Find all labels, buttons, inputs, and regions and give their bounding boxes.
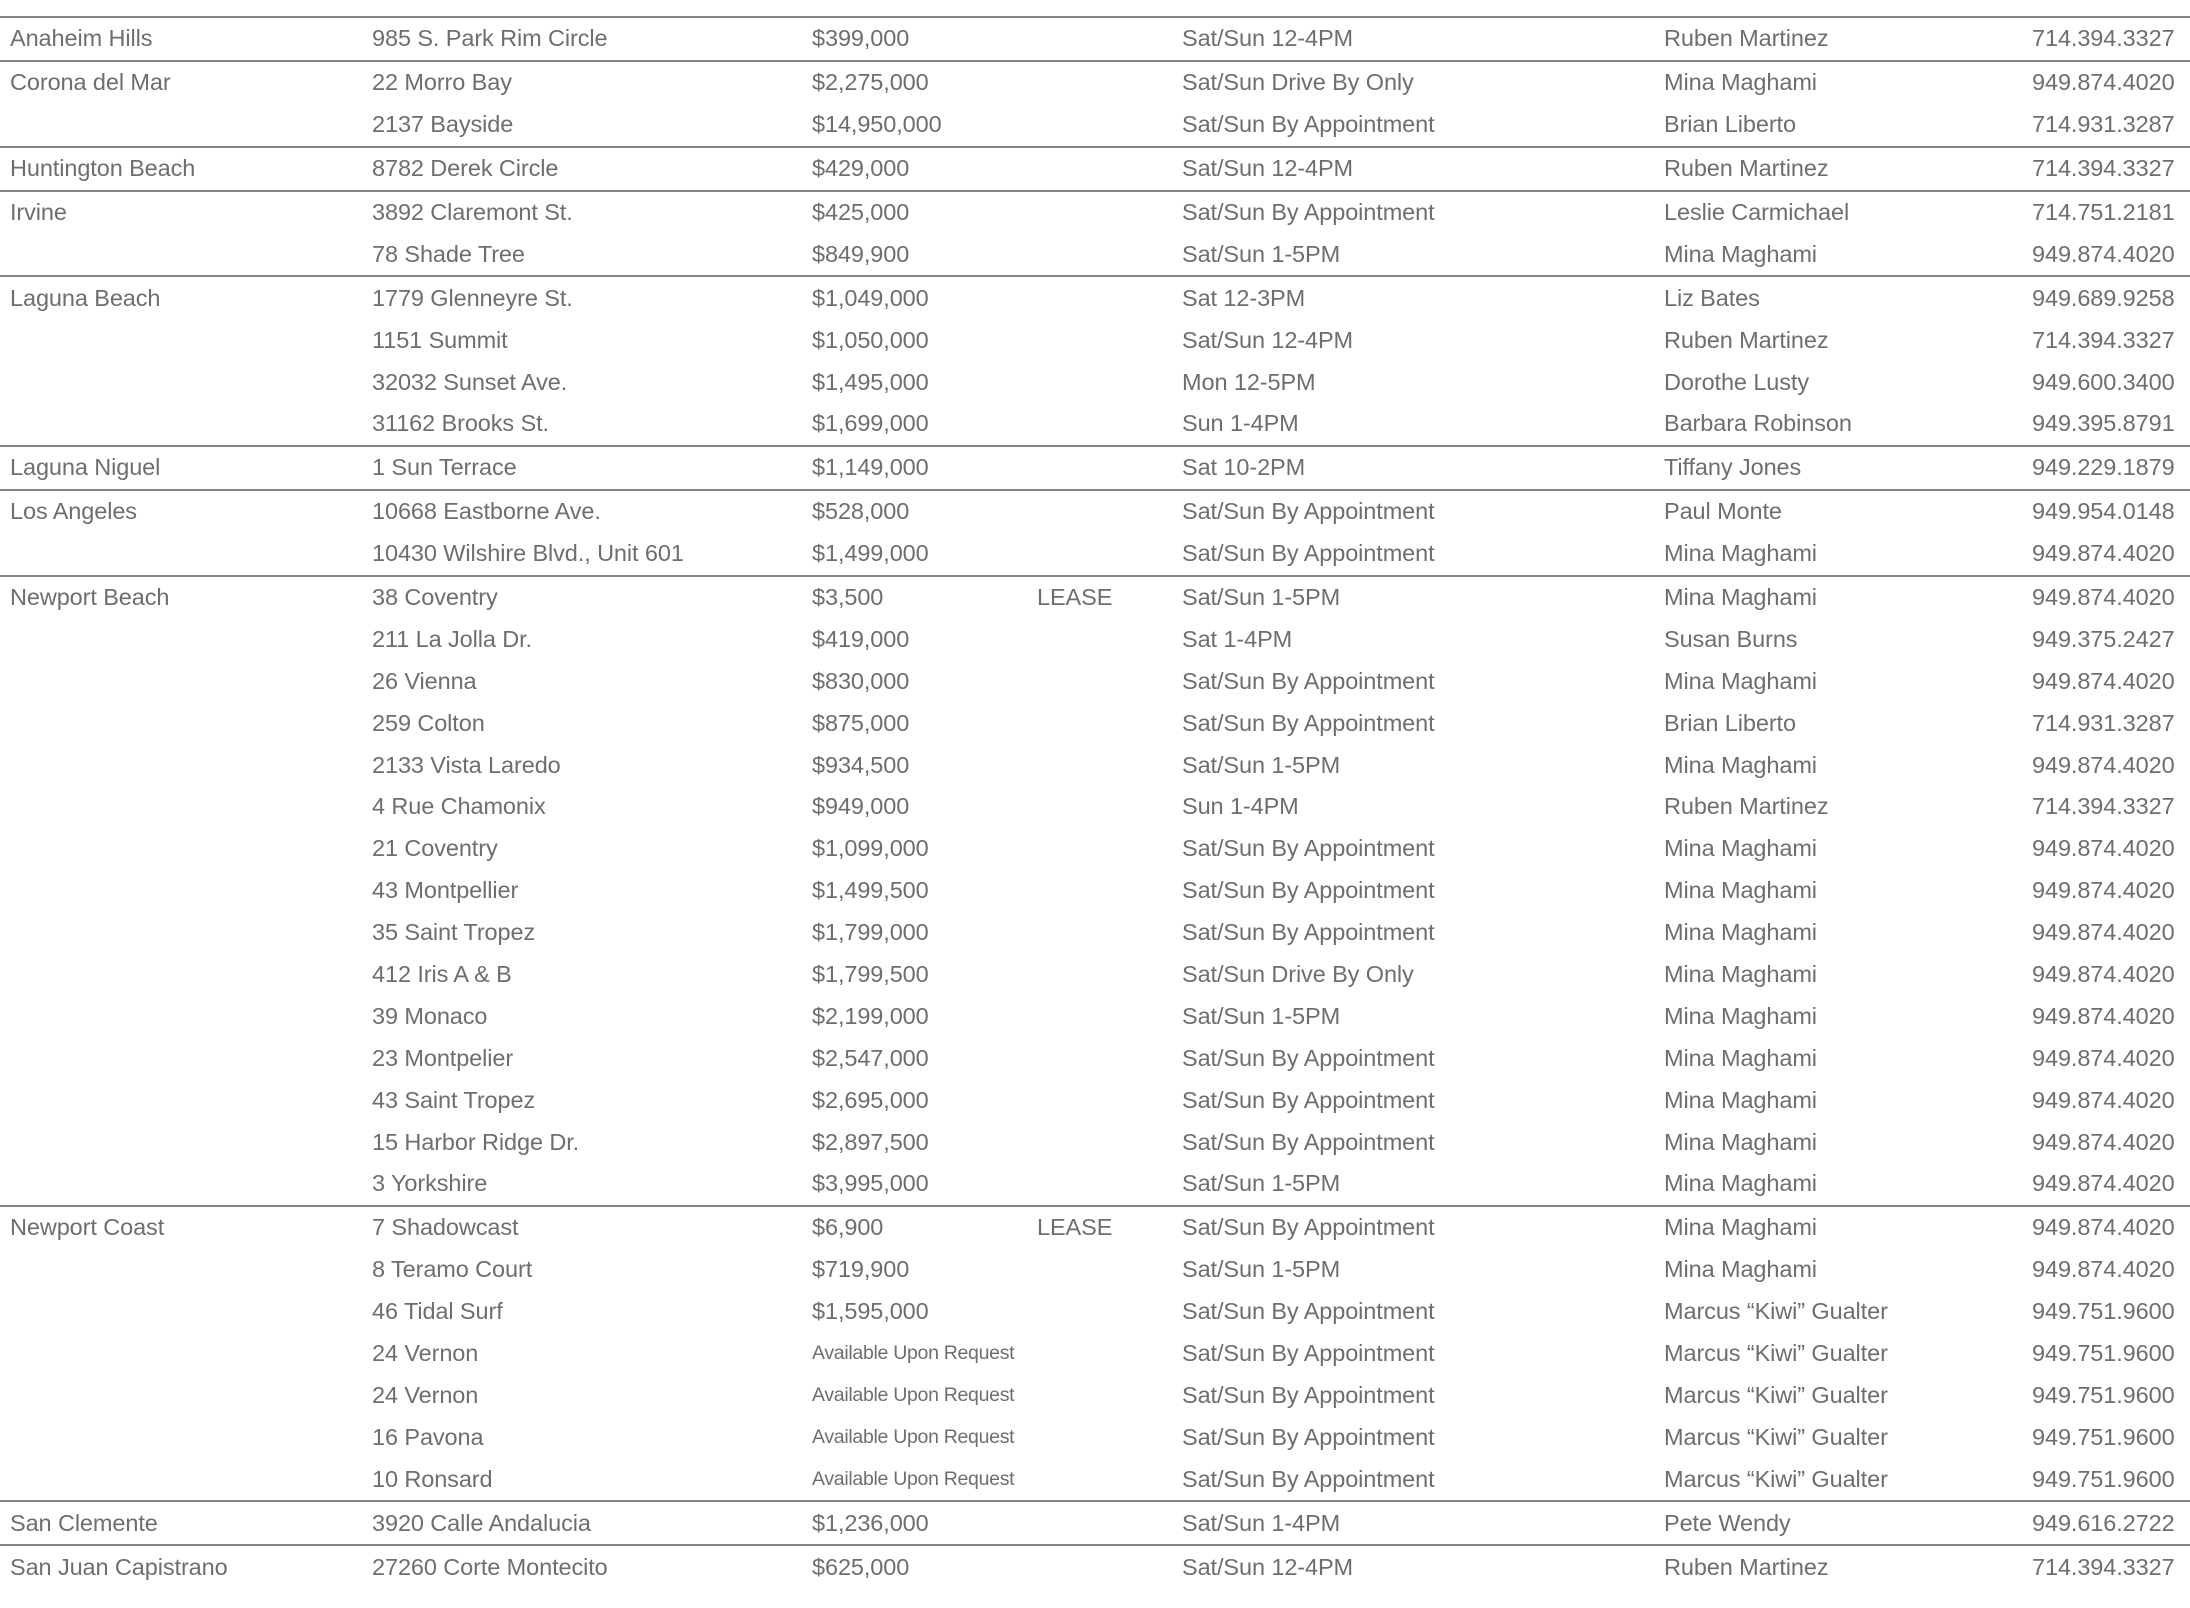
- agent-cell: Brian Liberto: [1664, 111, 1796, 138]
- listing-row: [0, 1416, 2190, 1458]
- agent-cell: Mina Maghami: [1664, 751, 1817, 778]
- city-cell: Los Angeles: [10, 498, 137, 525]
- address-cell: 15 Harbor Ridge Dr.: [372, 1128, 580, 1155]
- price-cell: $1,099,000: [812, 835, 929, 862]
- phone-cell: 949.874.4020: [2032, 1256, 2175, 1283]
- listing-row: [0, 1458, 2190, 1500]
- open-house-cell: Sat/Sun 1-5PM: [1182, 1002, 1341, 1029]
- open-house-cell: Mon 12-5PM: [1182, 368, 1316, 395]
- agent-cell: Mina Maghami: [1664, 1086, 1817, 1113]
- city-group: [0, 62, 2190, 148]
- price-cell: Available Upon Request: [812, 1383, 1015, 1406]
- price-cell: Available Upon Request: [812, 1425, 1015, 1448]
- price-cell: $6,900: [812, 1214, 884, 1241]
- address-cell: 35 Saint Tropez: [372, 919, 536, 946]
- phone-cell: 949.874.4020: [2032, 240, 2175, 267]
- price-cell: $1,149,000: [812, 454, 929, 481]
- phone-cell: 949.874.4020: [2032, 877, 2175, 904]
- price-cell: $1,236,000: [812, 1509, 929, 1536]
- listing-row: [0, 491, 2190, 533]
- open-house-cell: Sat/Sun By Appointment: [1182, 1423, 1435, 1450]
- price-cell: Available Upon Request: [812, 1467, 1015, 1490]
- listing-row: [0, 192, 2190, 234]
- open-house-cell: Sat/Sun 12-4PM: [1182, 155, 1354, 182]
- address-cell: 7 Shadowcast: [372, 1214, 519, 1241]
- open-house-cell: Sat 1-4PM: [1182, 625, 1293, 652]
- agent-cell: Mina Maghami: [1664, 584, 1817, 611]
- price-cell: $3,500: [812, 584, 884, 611]
- lease-cell: LEASE: [1037, 584, 1113, 611]
- open-house-cell: Sat/Sun By Appointment: [1182, 1340, 1435, 1367]
- open-house-cell: Sat/Sun 12-4PM: [1182, 326, 1354, 353]
- agent-cell: Tiffany Jones: [1664, 454, 1802, 481]
- listing-row: [0, 1207, 2190, 1249]
- address-cell: 985 S. Park Rim Circle: [372, 25, 608, 52]
- phone-cell: 949.751.9600: [2032, 1465, 2175, 1492]
- open-house-cell: Sat/Sun 12-4PM: [1182, 25, 1354, 52]
- agent-cell: Mina Maghami: [1664, 877, 1817, 904]
- address-cell: 3 Yorkshire: [372, 1170, 488, 1197]
- agent-cell: Marcus “Kiwi” Gualter: [1664, 1465, 1888, 1492]
- listing-row: [0, 361, 2190, 403]
- price-cell: $830,000: [812, 667, 910, 694]
- phone-cell: 714.394.3327: [2032, 155, 2175, 182]
- phone-cell: 949.874.4020: [2032, 961, 2175, 988]
- phone-cell: 714.751.2181: [2032, 199, 2175, 225]
- address-cell: 32032 Sunset Ave.: [372, 368, 568, 395]
- agent-cell: Marcus “Kiwi” Gualter: [1664, 1423, 1888, 1450]
- address-cell: 211 La Jolla Dr.: [372, 625, 532, 652]
- agent-cell: Brian Liberto: [1664, 709, 1796, 736]
- agent-cell: Paul Monte: [1664, 498, 1782, 525]
- price-cell: $528,000: [812, 498, 910, 525]
- listing-row: [0, 403, 2190, 445]
- open-house-cell: Sat/Sun 1-5PM: [1182, 751, 1341, 778]
- address-cell: 4 Rue Chamonix: [372, 793, 546, 820]
- price-cell: $1,499,000: [812, 540, 929, 567]
- open-house-cell: Sat/Sun By Appointment: [1182, 1044, 1435, 1071]
- listing-row: [0, 1037, 2190, 1079]
- address-cell: 259 Colton: [372, 709, 485, 736]
- address-cell: 43 Montpellier: [372, 877, 519, 904]
- price-cell: $1,049,000: [812, 284, 929, 311]
- open-house-cell: Sat/Sun By Appointment: [1182, 540, 1435, 567]
- listing-row: [0, 447, 2190, 489]
- phone-cell: 949.689.9258: [2032, 284, 2175, 311]
- city-group: [0, 447, 2190, 491]
- listing-row: [0, 319, 2190, 361]
- open-house-cell: Sat 10-2PM: [1182, 454, 1306, 481]
- phone-cell: 949.600.3400: [2032, 368, 2175, 395]
- agent-cell: Mina Maghami: [1664, 1044, 1817, 1071]
- city-cell: San Juan Capistrano: [10, 1553, 228, 1580]
- phone-cell: 714.931.3287: [2032, 709, 2175, 736]
- city-cell: San Clemente: [10, 1509, 158, 1536]
- phone-cell: 949.874.4020: [2032, 1128, 2175, 1155]
- address-cell: 2137 Bayside: [372, 111, 514, 138]
- price-cell: $1,499,500: [812, 877, 929, 904]
- listing-row: [0, 870, 2190, 912]
- open-house-cell: Sat/Sun By Appointment: [1182, 835, 1435, 862]
- address-cell: 23 Montpelier: [372, 1044, 514, 1071]
- phone-cell: 714.394.3327: [2032, 1553, 2175, 1580]
- agent-cell: Susan Burns: [1664, 625, 1798, 652]
- listing-row: [0, 1163, 2190, 1205]
- address-cell: 8 Teramo Court: [372, 1256, 533, 1283]
- open-house-cell: Sat/Sun By Appointment: [1182, 1465, 1435, 1492]
- open-house-cell: Sat/Sun 1-4PM: [1182, 1509, 1341, 1536]
- address-cell: 21 Coventry: [372, 835, 498, 862]
- price-cell: $849,900: [812, 240, 910, 267]
- phone-cell: 949.874.4020: [2032, 1086, 2175, 1113]
- phone-cell: 949.874.4020: [2032, 1044, 2175, 1071]
- open-house-cell: Sat/Sun 1-5PM: [1182, 240, 1341, 267]
- open-house-cell: Sat/Sun By Appointment: [1182, 709, 1435, 736]
- listing-row: [0, 702, 2190, 744]
- agent-cell: Liz Bates: [1664, 284, 1760, 311]
- listing-row: [0, 995, 2190, 1037]
- phone-cell: 949.874.4020: [2032, 540, 2175, 567]
- address-cell: 412 Iris A & B: [372, 961, 512, 988]
- open-house-cell: Sun 1-4PM: [1182, 410, 1299, 437]
- city-cell: Anaheim Hills: [10, 25, 153, 52]
- city-group: [0, 491, 2190, 577]
- listing-row: [0, 1121, 2190, 1163]
- agent-cell: Leslie Carmichael: [1664, 199, 1850, 225]
- phone-cell: 714.394.3327: [2032, 793, 2175, 820]
- agent-cell: Mina Maghami: [1664, 961, 1817, 988]
- city-group: [0, 1502, 2190, 1546]
- phone-cell: 949.751.9600: [2032, 1423, 2175, 1450]
- listing-row: [0, 1079, 2190, 1121]
- address-cell: 10430 Wilshire Blvd., Unit 601: [372, 540, 684, 567]
- price-cell: Available Upon Request: [812, 1342, 1015, 1365]
- city-group: [0, 192, 2190, 278]
- price-cell: $625,000: [812, 1553, 910, 1580]
- price-cell: $2,547,000: [812, 1044, 929, 1071]
- listing-row: [0, 828, 2190, 870]
- agent-cell: Ruben Martinez: [1664, 25, 1829, 52]
- address-cell: 27260 Corte Montecito: [372, 1553, 608, 1580]
- address-cell: 24 Vernon: [372, 1381, 479, 1408]
- city-cell: Huntington Beach: [10, 155, 196, 182]
- open-house-listings-table: [0, 16, 2190, 1588]
- listing-row: [0, 18, 2190, 60]
- phone-cell: 714.931.3287: [2032, 111, 2175, 138]
- price-cell: $2,275,000: [812, 69, 929, 96]
- listing-row: [0, 104, 2190, 146]
- price-cell: $1,699,000: [812, 410, 929, 437]
- agent-cell: Mina Maghami: [1664, 1002, 1817, 1029]
- open-house-cell: Sat/Sun 12-4PM: [1182, 1553, 1354, 1580]
- phone-cell: 949.229.1879: [2032, 454, 2175, 481]
- listing-row: [0, 618, 2190, 660]
- price-cell: $949,000: [812, 793, 910, 820]
- listing-row: [0, 62, 2190, 104]
- agent-cell: Ruben Martinez: [1664, 1553, 1829, 1580]
- listing-row: [0, 277, 2190, 319]
- price-cell: $399,000: [812, 25, 910, 52]
- city-cell: Newport Coast: [10, 1214, 165, 1241]
- agent-cell: Ruben Martinez: [1664, 155, 1829, 182]
- price-cell: $1,799,000: [812, 919, 929, 946]
- phone-cell: 949.375.2427: [2032, 625, 2175, 652]
- listing-row: [0, 744, 2190, 786]
- agent-cell: Marcus “Kiwi” Gualter: [1664, 1298, 1888, 1325]
- listing-row: [0, 954, 2190, 996]
- city-cell: Laguna Niguel: [10, 454, 161, 481]
- address-cell: 22 Morro Bay: [372, 69, 512, 96]
- city-group: [0, 1207, 2190, 1502]
- price-cell: $1,595,000: [812, 1298, 929, 1325]
- open-house-cell: Sat/Sun By Appointment: [1182, 498, 1435, 525]
- price-cell: $2,199,000: [812, 1002, 929, 1029]
- agent-cell: Marcus “Kiwi” Gualter: [1664, 1340, 1888, 1367]
- city-cell: Newport Beach: [10, 584, 170, 611]
- open-house-cell: Sat/Sun 1-5PM: [1182, 1170, 1341, 1197]
- lease-cell: LEASE: [1037, 1214, 1113, 1241]
- open-house-cell: Sat/Sun By Appointment: [1182, 111, 1435, 138]
- address-cell: 1 Sun Terrace: [372, 454, 517, 481]
- price-cell: $2,897,500: [812, 1128, 929, 1155]
- phone-cell: 949.954.0148: [2032, 498, 2175, 525]
- agent-cell: Mina Maghami: [1664, 240, 1817, 267]
- phone-cell: 949.874.4020: [2032, 584, 2175, 611]
- price-cell: $1,050,000: [812, 326, 929, 353]
- address-cell: 46 Tidal Surf: [372, 1298, 503, 1325]
- address-cell: 43 Saint Tropez: [372, 1086, 536, 1113]
- address-cell: 1779 Glenneyre St.: [372, 284, 573, 311]
- agent-cell: Pete Wendy: [1664, 1509, 1791, 1536]
- open-house-cell: Sat/Sun By Appointment: [1182, 877, 1435, 904]
- city-cell: Laguna Beach: [10, 284, 161, 311]
- agent-cell: Mina Maghami: [1664, 1170, 1817, 1197]
- agent-cell: Barbara Robinson: [1664, 410, 1852, 437]
- price-cell: $2,695,000: [812, 1086, 929, 1113]
- address-cell: 31162 Brooks St.: [372, 410, 549, 437]
- agent-cell: Mina Maghami: [1664, 540, 1817, 567]
- listing-row: [0, 1291, 2190, 1333]
- agent-cell: Mina Maghami: [1664, 1214, 1817, 1241]
- address-cell: 8782 Derek Circle: [372, 155, 559, 182]
- open-house-cell: Sat/Sun Drive By Only: [1182, 69, 1414, 96]
- address-cell: 1151 Summit: [372, 326, 508, 353]
- address-cell: 2133 Vista Laredo: [372, 751, 561, 778]
- open-house-cell: Sat/Sun By Appointment: [1182, 667, 1435, 694]
- agent-cell: Mina Maghami: [1664, 1256, 1817, 1283]
- address-cell: 78 Shade Tree: [372, 240, 525, 267]
- city-cell: Corona del Mar: [10, 69, 171, 96]
- phone-cell: 949.874.4020: [2032, 1002, 2175, 1029]
- listing-row: [0, 912, 2190, 954]
- phone-cell: 714.394.3327: [2032, 326, 2175, 353]
- listing-row: [0, 233, 2190, 275]
- price-cell: $719,900: [812, 1256, 910, 1283]
- address-cell: 3892 Claremont St.: [372, 199, 573, 225]
- open-house-cell: Sat/Sun Drive By Only: [1182, 961, 1414, 988]
- listing-row: [0, 786, 2190, 828]
- open-house-cell: Sat/Sun 1-5PM: [1182, 584, 1341, 611]
- agent-cell: Mina Maghami: [1664, 69, 1817, 96]
- price-cell: $875,000: [812, 709, 910, 736]
- agent-cell: Mina Maghami: [1664, 1128, 1817, 1155]
- phone-cell: 949.874.4020: [2032, 667, 2175, 694]
- price-cell: $429,000: [812, 155, 910, 182]
- agent-cell: Mina Maghami: [1664, 835, 1817, 862]
- open-house-cell: Sat/Sun By Appointment: [1182, 1128, 1435, 1155]
- listing-row: [0, 533, 2190, 575]
- address-cell: 10 Ronsard: [372, 1465, 493, 1492]
- listing-row: [0, 148, 2190, 190]
- agent-cell: Ruben Martinez: [1664, 326, 1829, 353]
- open-house-cell: Sat/Sun By Appointment: [1182, 1381, 1435, 1408]
- price-cell: $14,950,000: [812, 111, 942, 138]
- phone-cell: 949.874.4020: [2032, 835, 2175, 862]
- listing-row: [0, 660, 2190, 702]
- listing-row: [0, 1333, 2190, 1375]
- phone-cell: 949.874.4020: [2032, 919, 2175, 946]
- city-group: [0, 277, 2190, 447]
- phone-cell: 949.751.9600: [2032, 1298, 2175, 1325]
- address-cell: 38 Coventry: [372, 584, 498, 611]
- listing-row: [0, 577, 2190, 619]
- open-house-cell: Sat/Sun By Appointment: [1182, 1214, 1435, 1241]
- phone-cell: 949.874.4020: [2032, 1170, 2175, 1197]
- phone-cell: 949.874.4020: [2032, 1214, 2175, 1241]
- open-house-cell: Sat/Sun By Appointment: [1182, 919, 1435, 946]
- listing-row: [0, 1502, 2190, 1544]
- city-cell: Irvine: [10, 199, 67, 225]
- price-cell: $1,495,000: [812, 368, 929, 395]
- open-house-cell: Sat/Sun 1-5PM: [1182, 1256, 1341, 1283]
- address-cell: 26 Vienna: [372, 667, 477, 694]
- phone-cell: 949.616.2722: [2032, 1509, 2175, 1536]
- phone-cell: 949.751.9600: [2032, 1340, 2175, 1367]
- price-cell: $419,000: [812, 625, 910, 652]
- open-house-cell: Sat/Sun By Appointment: [1182, 1086, 1435, 1113]
- phone-cell: 949.874.4020: [2032, 69, 2175, 96]
- address-cell: 3920 Calle Andalucia: [372, 1509, 591, 1536]
- city-group: [0, 18, 2190, 62]
- price-cell: $3,995,000: [812, 1170, 929, 1197]
- agent-cell: Mina Maghami: [1664, 667, 1817, 694]
- price-cell: $1,799,500: [812, 961, 929, 988]
- open-house-cell: Sat/Sun By Appointment: [1182, 199, 1435, 225]
- address-cell: 24 Vernon: [372, 1340, 479, 1367]
- phone-cell: 949.395.8791: [2032, 410, 2175, 437]
- price-cell: $425,000: [812, 199, 910, 225]
- address-cell: 16 Pavona: [372, 1423, 484, 1450]
- agent-cell: Mina Maghami: [1664, 919, 1817, 946]
- phone-cell: 949.874.4020: [2032, 751, 2175, 778]
- price-cell: $934,500: [812, 751, 910, 778]
- phone-cell: 949.751.9600: [2032, 1381, 2175, 1408]
- city-group: [0, 148, 2190, 192]
- agent-cell: Dorothe Lusty: [1664, 368, 1810, 395]
- listing-row: [0, 1375, 2190, 1417]
- city-group: [0, 577, 2190, 1207]
- agent-cell: Marcus “Kiwi” Gualter: [1664, 1381, 1888, 1408]
- open-house-cell: Sun 1-4PM: [1182, 793, 1299, 820]
- listing-row: [0, 1546, 2190, 1588]
- address-cell: 39 Monaco: [372, 1002, 488, 1029]
- agent-cell: Ruben Martinez: [1664, 793, 1829, 820]
- city-group: [0, 1546, 2190, 1588]
- open-house-cell: Sat 12-3PM: [1182, 284, 1306, 311]
- address-cell: 10668 Eastborne Ave.: [372, 498, 601, 525]
- phone-cell: 714.394.3327: [2032, 25, 2175, 52]
- open-house-cell: Sat/Sun By Appointment: [1182, 1298, 1435, 1325]
- listing-row: [0, 1249, 2190, 1291]
